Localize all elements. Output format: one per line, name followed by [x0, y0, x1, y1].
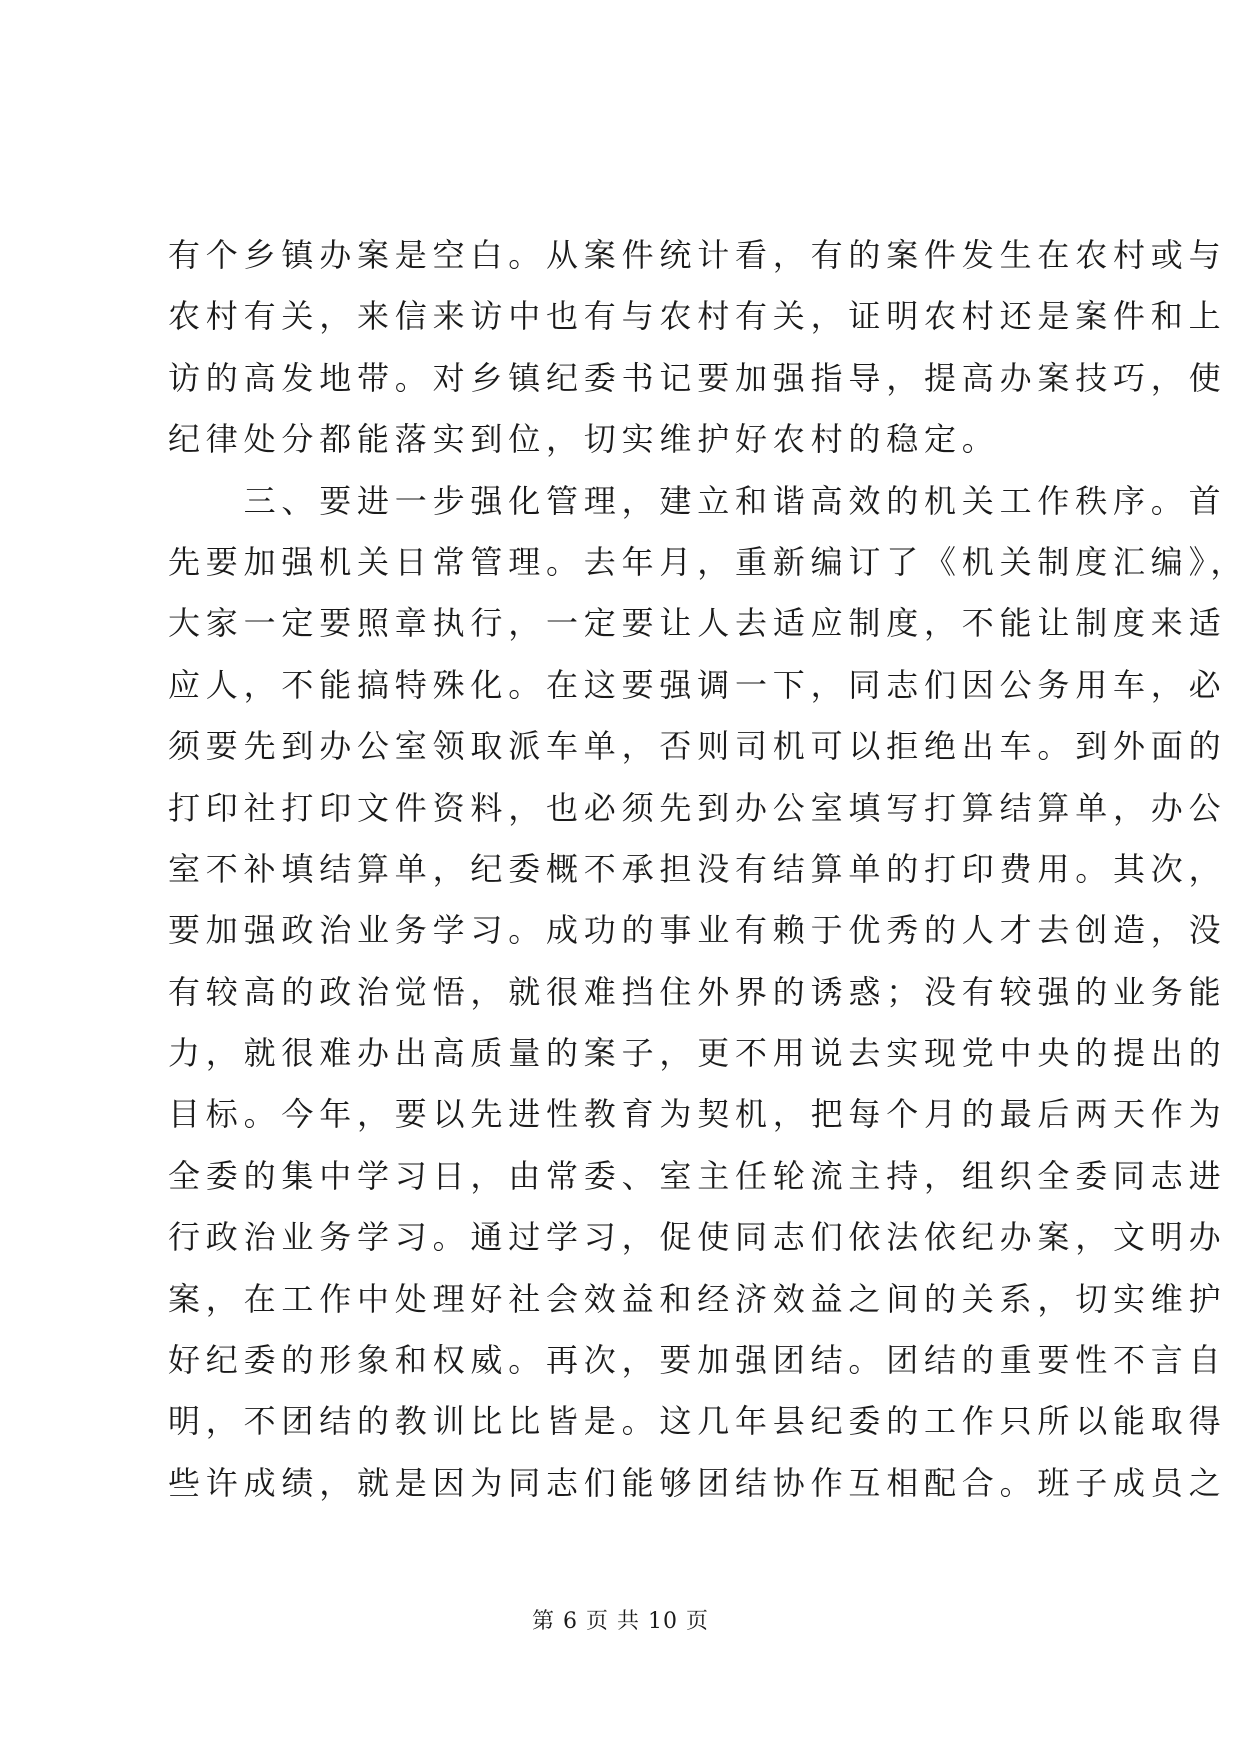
- document-body: [168, 225, 1248, 1514]
- text-line: 先要加强机关日常管理。去年月，重新编订了《机关制度汇编》，: [168, 542, 1248, 581]
- text-line: 全委的集中学习日，由常委、室主任轮流主持，组织全委同志进: [168, 1156, 1227, 1195]
- text-line: 须要先到办公室领取派车单，否则司机可以拒绝出车。到外面的: [168, 727, 1227, 766]
- text-line: 行政治业务学习。通过学习，促使同志们依法依纪办案，文明办: [168, 1218, 1227, 1257]
- text-line: 大家一定要照章执行，一定要让人去适应制度，不能让制度来适: [168, 604, 1227, 643]
- text-line: 明，不团结的教训比比皆是。这几年县纪委的工作只所以能取得: [168, 1402, 1227, 1441]
- text-line: 纪律处分都能落实到位，切实维护好农村的稳定。: [168, 420, 1000, 459]
- text-line: 打印社打印文件资料，也必须先到办公室填写打算结算单，办公: [168, 788, 1227, 827]
- text-line: 好纪委的形象和权威。再次，要加强团结。团结的重要性不言自: [168, 1341, 1227, 1380]
- text-line: 目标。今年，要以先进性教育为契机，把每个月的最后两天作为: [168, 1095, 1227, 1134]
- text-line: 应人，不能搞特殊化。在这要强调一下，同志们因公务用车，必: [168, 665, 1227, 704]
- text-line: 有个乡镇办案是空白。从案件统计看，有的案件发生在农村或与: [168, 236, 1227, 274]
- text-line: 农村有关，来信来访中也有与农村有关，证明农村还是案件和上: [168, 297, 1227, 336]
- page-number-footer: 第 6 页 共 10 页: [532, 1609, 709, 1634]
- text-line: 些许成绩，就是因为同志们能够团结协作互相配合。班子成员之: [168, 1463, 1227, 1502]
- text-line: 访的高发地带。对乡镇纪委书记要加强指导，提高办案技巧，使: [168, 358, 1227, 397]
- text-line: 室不补填结算单，纪委概不承担没有结算单的打印费用。其次，: [168, 849, 1227, 888]
- text-line: 力，就很难办出高质量的案子，更不用说去实现党中央的提出的: [168, 1034, 1227, 1073]
- text-line: 案，在工作中处理好社会效益和经济效益之间的关系，切实维护: [168, 1279, 1227, 1318]
- text-line: 要加强政治业务学习。成功的事业有赖于优秀的人才去创造，没: [168, 911, 1227, 950]
- paragraph-start-line: 三、要进一步强化管理，建立和谐高效的机关工作秩序。首: [168, 481, 1227, 520]
- text-line: 有较高的政治觉悟，就很难挡住外界的诱惑；没有较强的业务能: [168, 972, 1227, 1011]
